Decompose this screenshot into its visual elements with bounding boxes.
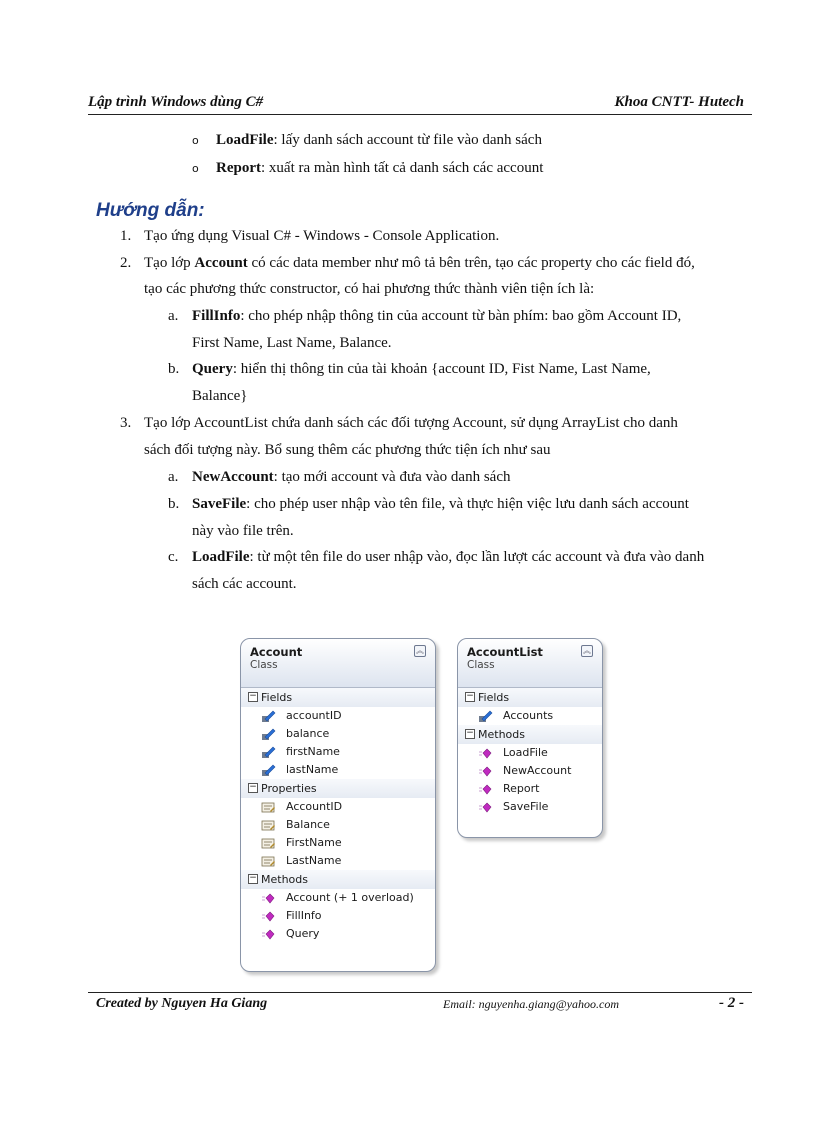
field-icon	[261, 746, 276, 759]
member-item[interactable]	[458, 798, 602, 816]
class-name: Account	[250, 645, 303, 659]
bullet-circle: o	[192, 134, 199, 147]
section-label: Fields	[261, 691, 293, 704]
member-label: Account (+ 1 overload)	[286, 891, 414, 904]
member-item[interactable]	[241, 816, 435, 834]
step-3c-letter: c.	[168, 549, 179, 565]
method-icon	[478, 801, 493, 814]
step-2-number: 2.	[120, 255, 132, 271]
method-icon	[261, 928, 276, 941]
member-item[interactable]	[241, 798, 435, 816]
step-3b-text	[192, 494, 689, 514]
member-label: lastName	[286, 763, 339, 776]
member-item[interactable]	[241, 743, 435, 761]
step-text: : cho phép nhập thông tin của account từ bàn phím: bao gồm Account ID,	[240, 308, 682, 324]
step-2a-continuation: First Name, Last Name, Balance.	[192, 335, 392, 351]
member-item[interactable]	[241, 761, 435, 779]
step-text: có các data member như mô tả bên trên, tạo các property cho các field đó,	[247, 255, 695, 271]
section-methods[interactable]	[458, 725, 602, 744]
step-2a-letter: a.	[168, 308, 179, 324]
page-footer	[88, 992, 752, 1015]
page-number: - 2 -	[719, 995, 744, 1011]
step-text: Tạo lớp	[144, 255, 195, 271]
section-label: Methods	[261, 873, 308, 886]
term-query: Query	[192, 361, 233, 377]
account-class-box[interactable]	[240, 638, 436, 972]
section-fields[interactable]	[241, 688, 435, 707]
collapse-minus-icon[interactable]: −	[249, 691, 257, 701]
property-icon	[261, 855, 276, 868]
step-text: : hiển thị thông tin của tài khoản {account ID, Fist Name, Last Name,	[232, 361, 651, 377]
bullet-text: : xuất ra màn hình tất cả danh sách các account	[261, 160, 544, 176]
step-2b-text	[192, 359, 651, 379]
method-icon	[261, 910, 276, 923]
step-2-continuation: tạo các phương thức constructor, có hai phương thức thành viên tiện ích là:	[144, 281, 595, 297]
member-item[interactable]	[241, 889, 435, 907]
term-savefile: SaveFile	[192, 496, 247, 512]
step-3a-letter: a.	[168, 469, 179, 485]
member-item[interactable]	[241, 907, 435, 925]
step-3-number: 3.	[120, 415, 132, 431]
class-kind: Class	[250, 659, 278, 671]
collapse-minus-icon[interactable]: −	[249, 782, 257, 792]
bullet-report	[216, 158, 543, 178]
section-methods[interactable]	[241, 870, 435, 889]
header-department: Khoa CNTT- Hutech	[614, 94, 744, 110]
term-account: Account	[194, 255, 248, 271]
step-2a-text	[192, 306, 681, 326]
property-icon	[261, 837, 276, 850]
member-label: LastName	[286, 854, 342, 867]
member-label: Query	[286, 927, 320, 940]
field-icon	[261, 764, 276, 777]
member-label: Report	[503, 782, 540, 795]
step-1-text: Tạo ứng dụng Visual C# - Windows - Console Application.	[144, 228, 500, 244]
member-label: balance	[286, 727, 330, 740]
bullet-loadfile	[216, 130, 542, 150]
step-2-text	[144, 253, 695, 273]
term-loadfile: LoadFile	[216, 132, 274, 148]
section-properties[interactable]	[241, 779, 435, 798]
member-label: accountID	[286, 709, 342, 722]
member-item[interactable]	[241, 925, 435, 943]
member-label: AccountID	[286, 800, 343, 813]
accountlist-class-box[interactable]	[457, 638, 603, 838]
page-header	[88, 94, 752, 115]
member-item[interactable]	[241, 834, 435, 852]
step-3b-continuation: này vào file trên.	[192, 523, 294, 539]
bullet-circle: o	[192, 162, 199, 175]
field-icon	[261, 710, 276, 723]
member-label: FirstName	[286, 836, 342, 849]
property-icon	[261, 819, 276, 832]
field-icon	[478, 710, 493, 723]
step-2b-continuation: Balance}	[192, 388, 248, 404]
member-label: firstName	[286, 745, 340, 758]
field-icon	[261, 728, 276, 741]
step-3-text: Tạo lớp AccountList chứa danh sách các đối tượng Account, sử dụng ArrayList cho danh	[144, 415, 678, 431]
member-label: NewAccount	[503, 764, 572, 777]
header-course-title: Lập trình Windows dùng C#	[88, 94, 264, 110]
collapse-minus-icon[interactable]: −	[466, 728, 474, 738]
member-label: Accounts	[503, 709, 554, 722]
step-text: : từ một tên file do user nhập vào, đọc lần lượt các account và đưa vào danh	[249, 549, 705, 565]
term-loadfile: LoadFile	[192, 549, 250, 565]
class-header	[458, 639, 602, 688]
bullet-text: : lấy danh sách account từ file vào danh sách	[273, 132, 542, 148]
footer-author: Created by Nguyen Ha Giang	[96, 996, 268, 1011]
step-number: 1.	[120, 228, 132, 244]
term-fillinfo: FillInfo	[192, 308, 241, 324]
section-label: Fields	[478, 691, 510, 704]
member-item[interactable]	[241, 852, 435, 870]
step-2b-letter: b.	[168, 361, 180, 377]
member-item[interactable]	[458, 744, 602, 762]
step-1	[120, 226, 131, 246]
property-icon	[261, 801, 276, 814]
collapse-minus-icon[interactable]: −	[466, 691, 474, 701]
method-icon	[478, 783, 493, 796]
term-report: Report	[216, 160, 261, 176]
collapse-chevron-icon[interactable]: ︽	[583, 646, 591, 655]
member-label: FillInfo	[286, 909, 322, 922]
step-text: : tạo mới account và đưa vào danh sách	[273, 469, 511, 485]
member-item[interactable]	[458, 707, 602, 725]
step-3c-continuation: sách các account.	[192, 576, 297, 592]
step-3c-text	[192, 547, 704, 567]
collapse-minus-icon[interactable]: −	[249, 873, 257, 883]
method-icon	[478, 747, 493, 760]
guide-heading: Hướng dẫn:	[96, 200, 205, 221]
class-header	[241, 639, 435, 688]
method-icon	[261, 892, 276, 905]
member-item[interactable]	[458, 780, 602, 798]
step-3-continuation: sách đối tượng này. Bổ sung thêm các phương thức tiện ích như sau	[144, 442, 551, 458]
member-label: LoadFile	[503, 746, 548, 759]
section-label: Methods	[478, 728, 525, 741]
member-item[interactable]	[241, 707, 435, 725]
term-newaccount: NewAccount	[192, 469, 274, 485]
step-text: : cho phép user nhập vào tên file, và thực hiện việc lưu danh sách account	[246, 496, 689, 512]
section-fields[interactable]	[458, 688, 602, 707]
step-3b-letter: b.	[168, 496, 180, 512]
section-label: Properties	[261, 782, 317, 795]
class-kind: Class	[467, 659, 495, 671]
member-item[interactable]	[458, 762, 602, 780]
method-icon	[478, 765, 493, 778]
collapse-chevron-icon[interactable]: ︽	[416, 646, 424, 655]
member-item[interactable]	[241, 725, 435, 743]
member-label: SaveFile	[503, 800, 549, 813]
class-name: AccountList	[467, 645, 543, 659]
step-3a-text	[192, 467, 510, 487]
member-label: Balance	[286, 818, 330, 831]
footer-email: Email: nguyenha.giang@yahoo.com	[443, 997, 620, 1011]
